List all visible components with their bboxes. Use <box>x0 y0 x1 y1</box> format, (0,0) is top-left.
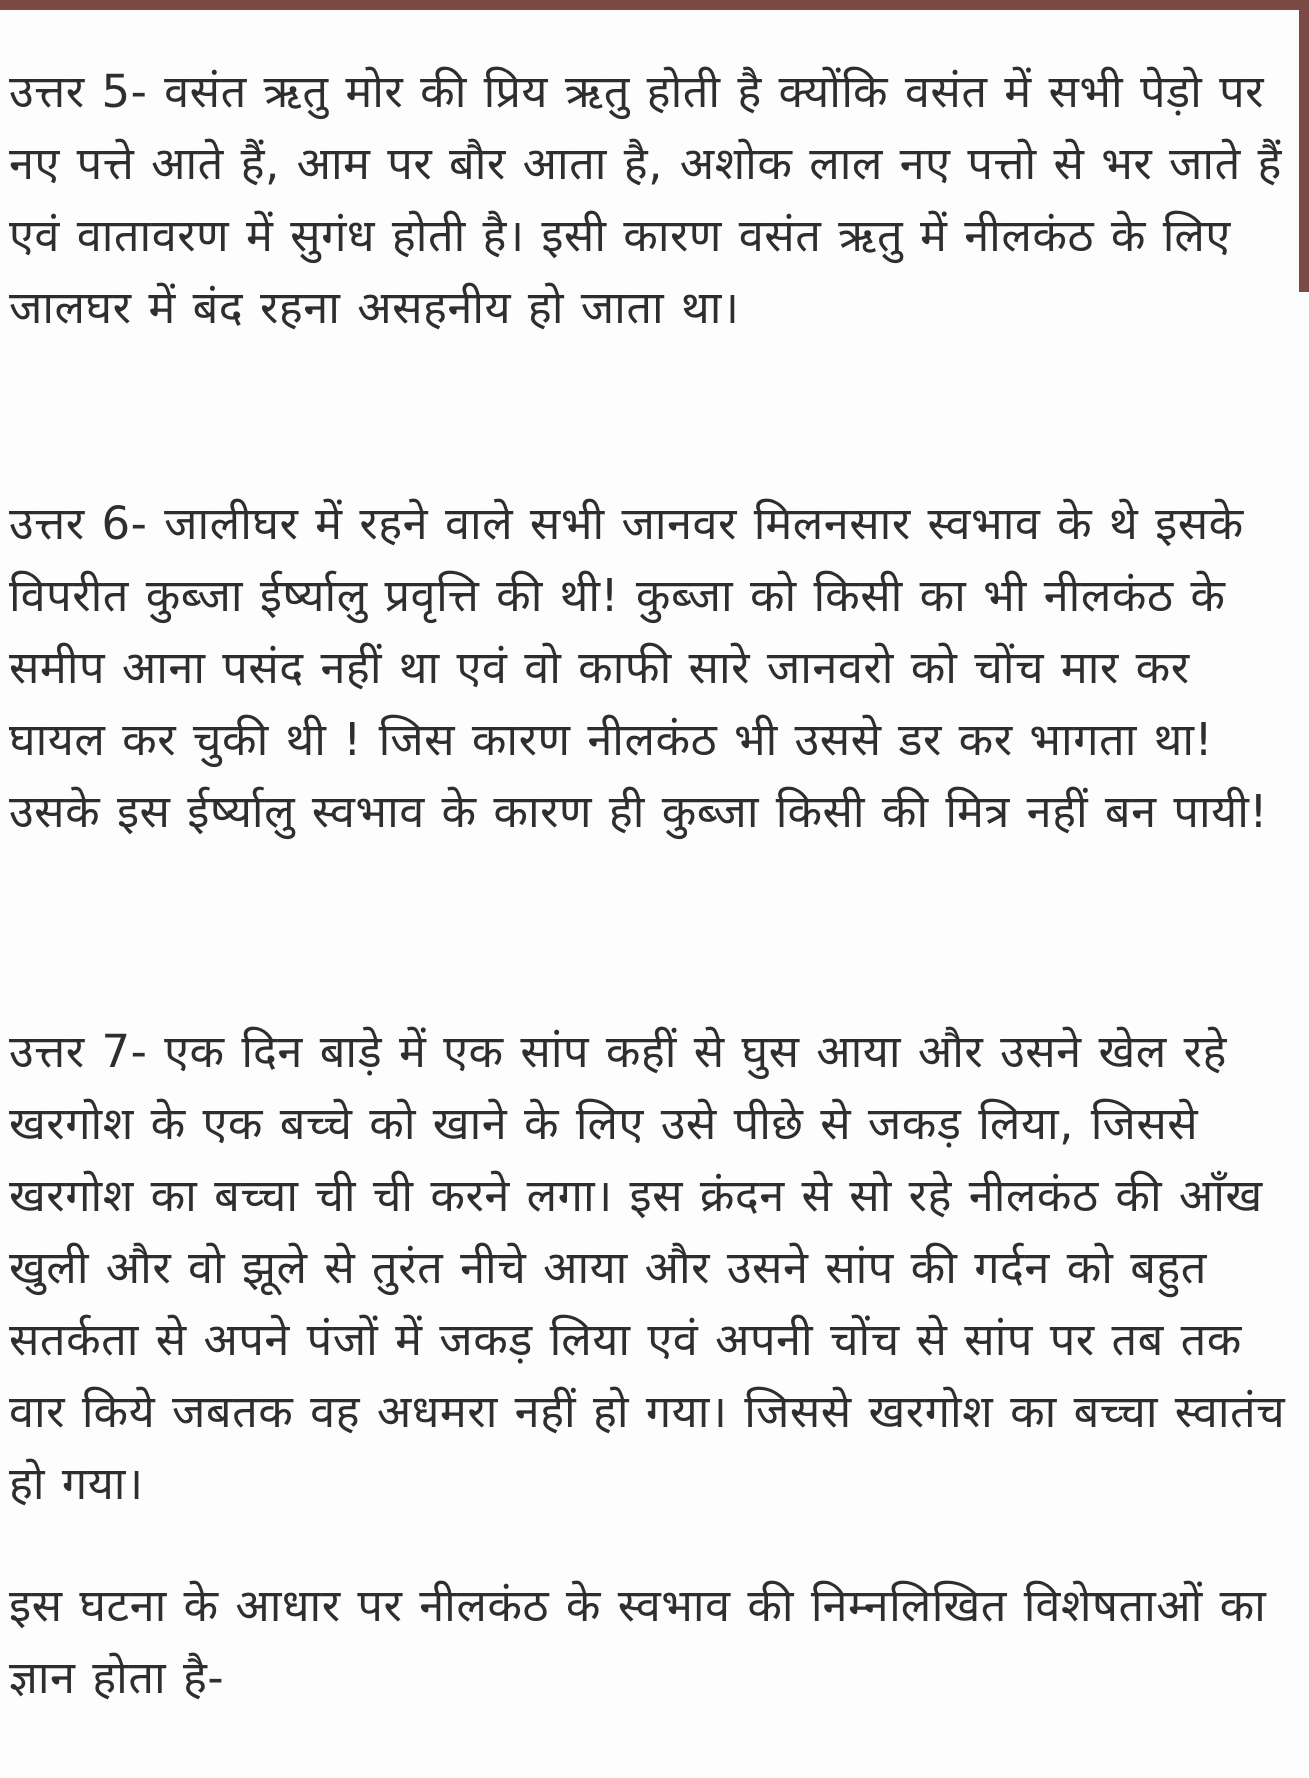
paragraph-answer-6: उत्तर 6- जालीघर में रहने वाले सभी जानवर मिलनसार स्वभाव के थे इसके विपरीत कुब्जा ईर्ष्यालु प्रवृत्ति की थी! कुब्जा को किसी का भी नीलकंठ के समीप आना पसंद नहीं था एवं वो काफी सारे जानवरो को चोंच मार कर घायल कर चुकी थी ! जिस कारण नीलकंठ भी उससे डर कर भागता था! उसके इस ईर्ष्यालु स्वभाव के कारण ही कुब्जा किसी की मित्र नहीं बन पायी! <box>9 497 1268 838</box>
document-body <box>9 10 1293 1714</box>
page-right-border <box>1299 0 1309 292</box>
page-top-border <box>0 0 1309 10</box>
paragraph-answer-7: उत्तर 7- एक दिन बाड़े में एक सांप कहीं से घुस आया और उसने खेल रहे खरगोश के एक बच्चे को खाने के लिए उसे पीछे से जकड़ लिया, जिससे खरगोश का बच्चा ची ची करने लगा। इस क्रंदन से सो रहे नीलकंठ की आँख खुली और वो झूले से तुरंत नीचे आया और उसने सांप की गर्दन को बहुत सतर्कता से अपने पंजों में जकड़ लिया एवं अपनी चोंच से सांप पर तब तक वार किये जबतक वह अधमरा नहीं हो गया। जिससे खरगोश का बच्चा स्वातंच हो गया। <box>9 1025 1286 1510</box>
paragraph-closing-note: इस घटना के आधार पर नीलकंठ के स्वभाव की निम्नलिखित विशेषताओं का ज्ञान होता है- <box>9 1579 1267 1704</box>
paragraph-answer-5: उत्तर 5- वसंत ऋतु मोर की प्रिय ऋतु होती है क्योंकि वसंत में सभी पेड़ो पर नए पत्ते आते हैं, आम पर बौर आता है, अशोक लाल नए पत्तो से भर जाते हैं एवं वातावरण में सुगंध होती है। इसी कारण वसंत ऋतु में नीलकंठ के लिए जालघर में बंद रहना असहनीय हो जाता था। <box>9 65 1282 334</box>
